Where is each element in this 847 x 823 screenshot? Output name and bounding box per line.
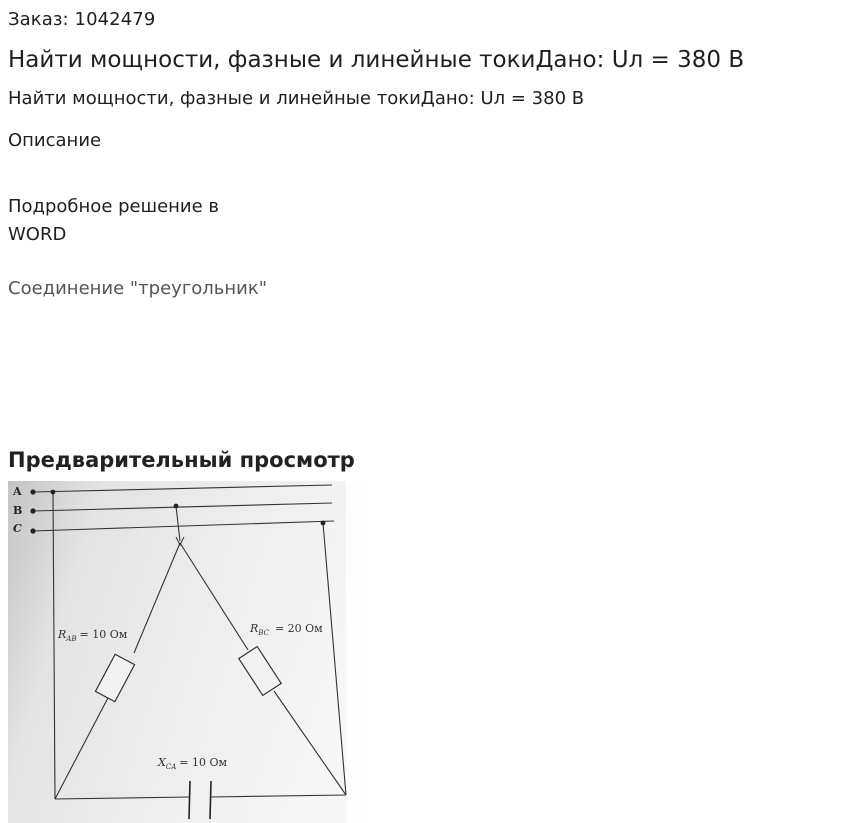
junction-b xyxy=(174,504,179,509)
page-title: Найти мощности, фазные и линейные токиДано: Uл = 380 В xyxy=(8,47,745,73)
terminal-c xyxy=(30,528,35,533)
paper-background xyxy=(8,481,368,823)
terminal-a xyxy=(30,489,35,494)
description-heading: Описание xyxy=(8,130,102,151)
page-subtitle: Найти мощности, фазные и линейные токиДано: Uл = 380 В xyxy=(8,88,585,109)
resistor-ab-symbol: R xyxy=(58,628,67,641)
description-note: Соединение "треугольник" xyxy=(8,278,268,299)
phase-label-a: A xyxy=(13,485,22,498)
phase-label-c: C xyxy=(13,522,22,535)
capacitor-ca-symbol: X xyxy=(158,756,166,769)
resistor-ab-value: = 10 Ом xyxy=(79,628,128,641)
resistor-bc-value: = 20 Ом xyxy=(274,622,323,635)
order-number: Заказ: 1042479 xyxy=(8,9,156,30)
resistor-bc-subscript: BC xyxy=(258,629,269,637)
description-body: Подробное решение в WORD xyxy=(8,196,220,245)
resistor-bc-symbol: R xyxy=(250,622,259,635)
capacitor-ca-value: = 10 Ом xyxy=(179,756,228,769)
capacitor-plate-left xyxy=(189,781,190,819)
phase-label-b: B xyxy=(13,504,23,517)
preview-image xyxy=(8,481,368,823)
capacitor-plate-right xyxy=(210,781,211,819)
terminal-b xyxy=(30,508,35,513)
junction-c xyxy=(321,521,326,526)
paper-edge xyxy=(346,481,368,823)
resistor-ab-subscript: AB xyxy=(66,635,77,643)
junction-a xyxy=(51,490,56,495)
capacitor-ca-subscript: CA xyxy=(165,763,177,771)
preview-heading: Предварительный просмотр xyxy=(8,448,355,472)
circuit-diagram xyxy=(8,481,368,823)
